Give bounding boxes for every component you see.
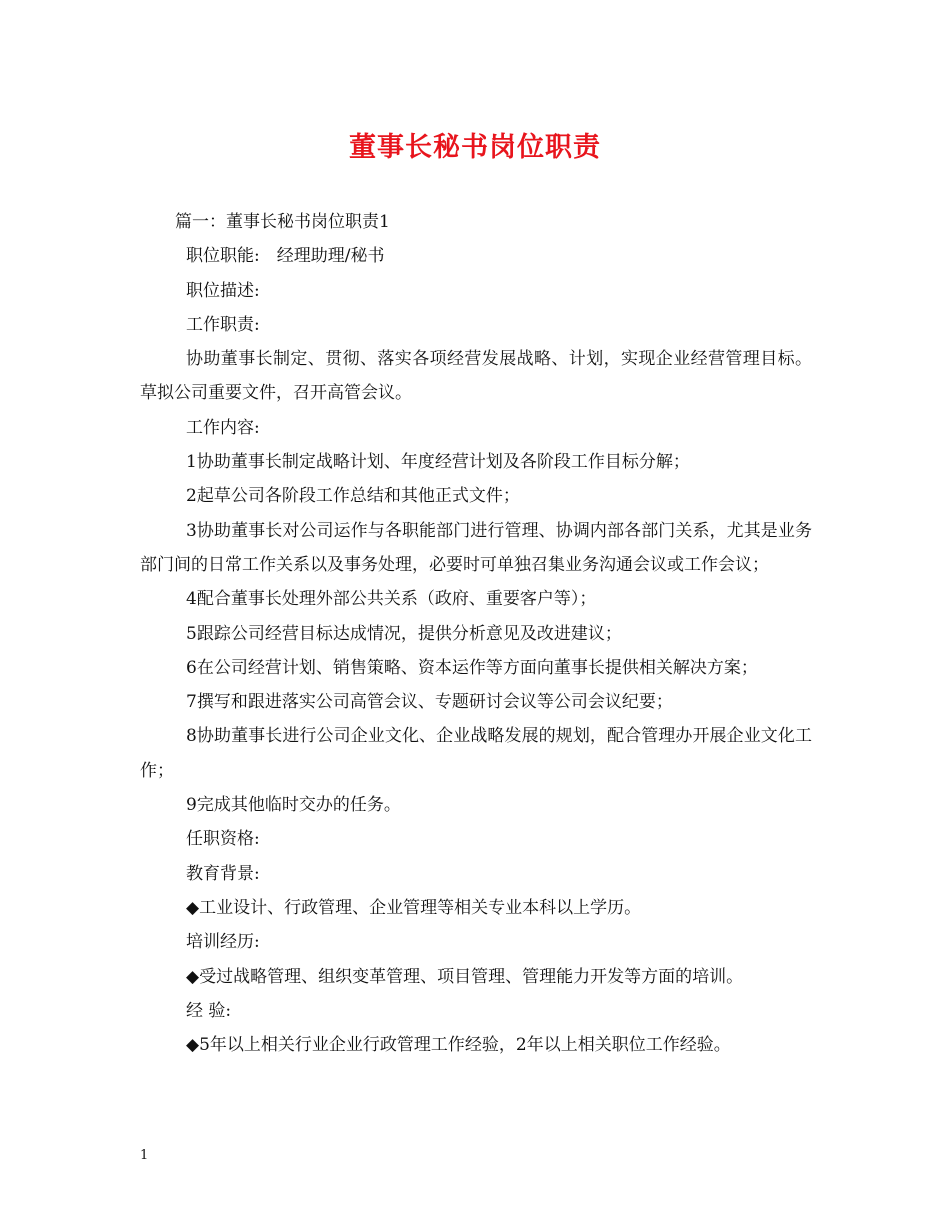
job-duties-paragraph: 协助董事长制定、贯彻、落实各项经营发展战略、计划，实现企业经营管理目标。草拟公司重要文件，召开高管会议。 [140,349,812,404]
work-content-label: 工作内容: [186,417,260,438]
work-item: 3协助董事长对公司运作与各职能部门进行管理、协调内部各部门关系，尤其是业务部门间的日常工作关系以及事务处理，必要时可单独召集业务沟通会议或工作会议； [140,520,812,575]
qualifications-label: 任职资格: [186,829,260,850]
job-duties-label: 工作职责: [186,314,260,335]
job-function-line: 职位职能: 经理助理/秘书 [186,246,385,267]
work-item: 5跟踪公司经营目标达成情况，提供分析意见及改进建议； [186,623,622,644]
job-description-label: 职位描述: [186,280,260,301]
education-requirement: ◆工业设计、行政管理、企业管理等相关专业本科以上学历。 [186,897,642,918]
work-item: 4配合董事长处理外部公共关系（政府、重要客户等）； [186,589,597,610]
work-item: 8协助董事长进行公司企业文化、企业战略发展的规划，配合管理办开展企业文化工作； [140,726,812,781]
work-item: 9完成其他临时交办的任务。 [186,795,401,816]
experience-label: 经 验: [186,1000,232,1021]
work-item: 2起草公司各阶段工作总结和其他正式文件； [186,486,520,507]
document-title: 董事长秘书岗位职责 [349,132,601,163]
work-item: 7撰写和跟进落实公司高管会议、专题研讨会议等公司会议纪要； [186,692,673,713]
document-body [140,205,812,1062]
experience-requirement: ◆5年以上相关行业企业行政管理工作经验，2年以上相关职位工作经验。 [186,1035,731,1056]
education-label: 教育背景: [186,863,260,884]
training-requirement: ◆受过战略管理、组织变革管理、项目管理、管理能力开发等方面的培训。 [186,966,744,987]
work-item: 1协助董事长制定战略计划、年度经营计划及各阶段工作目标分解； [186,452,690,473]
section-heading: 篇一：董事长秘书岗位职责1 [175,212,390,232]
work-item: 6在公司经营计划、销售策略、资本运作等方面向董事长提供相关解决方案； [186,657,758,678]
training-label: 培训经历: [186,932,260,953]
page-number: 1 [140,1148,149,1163]
